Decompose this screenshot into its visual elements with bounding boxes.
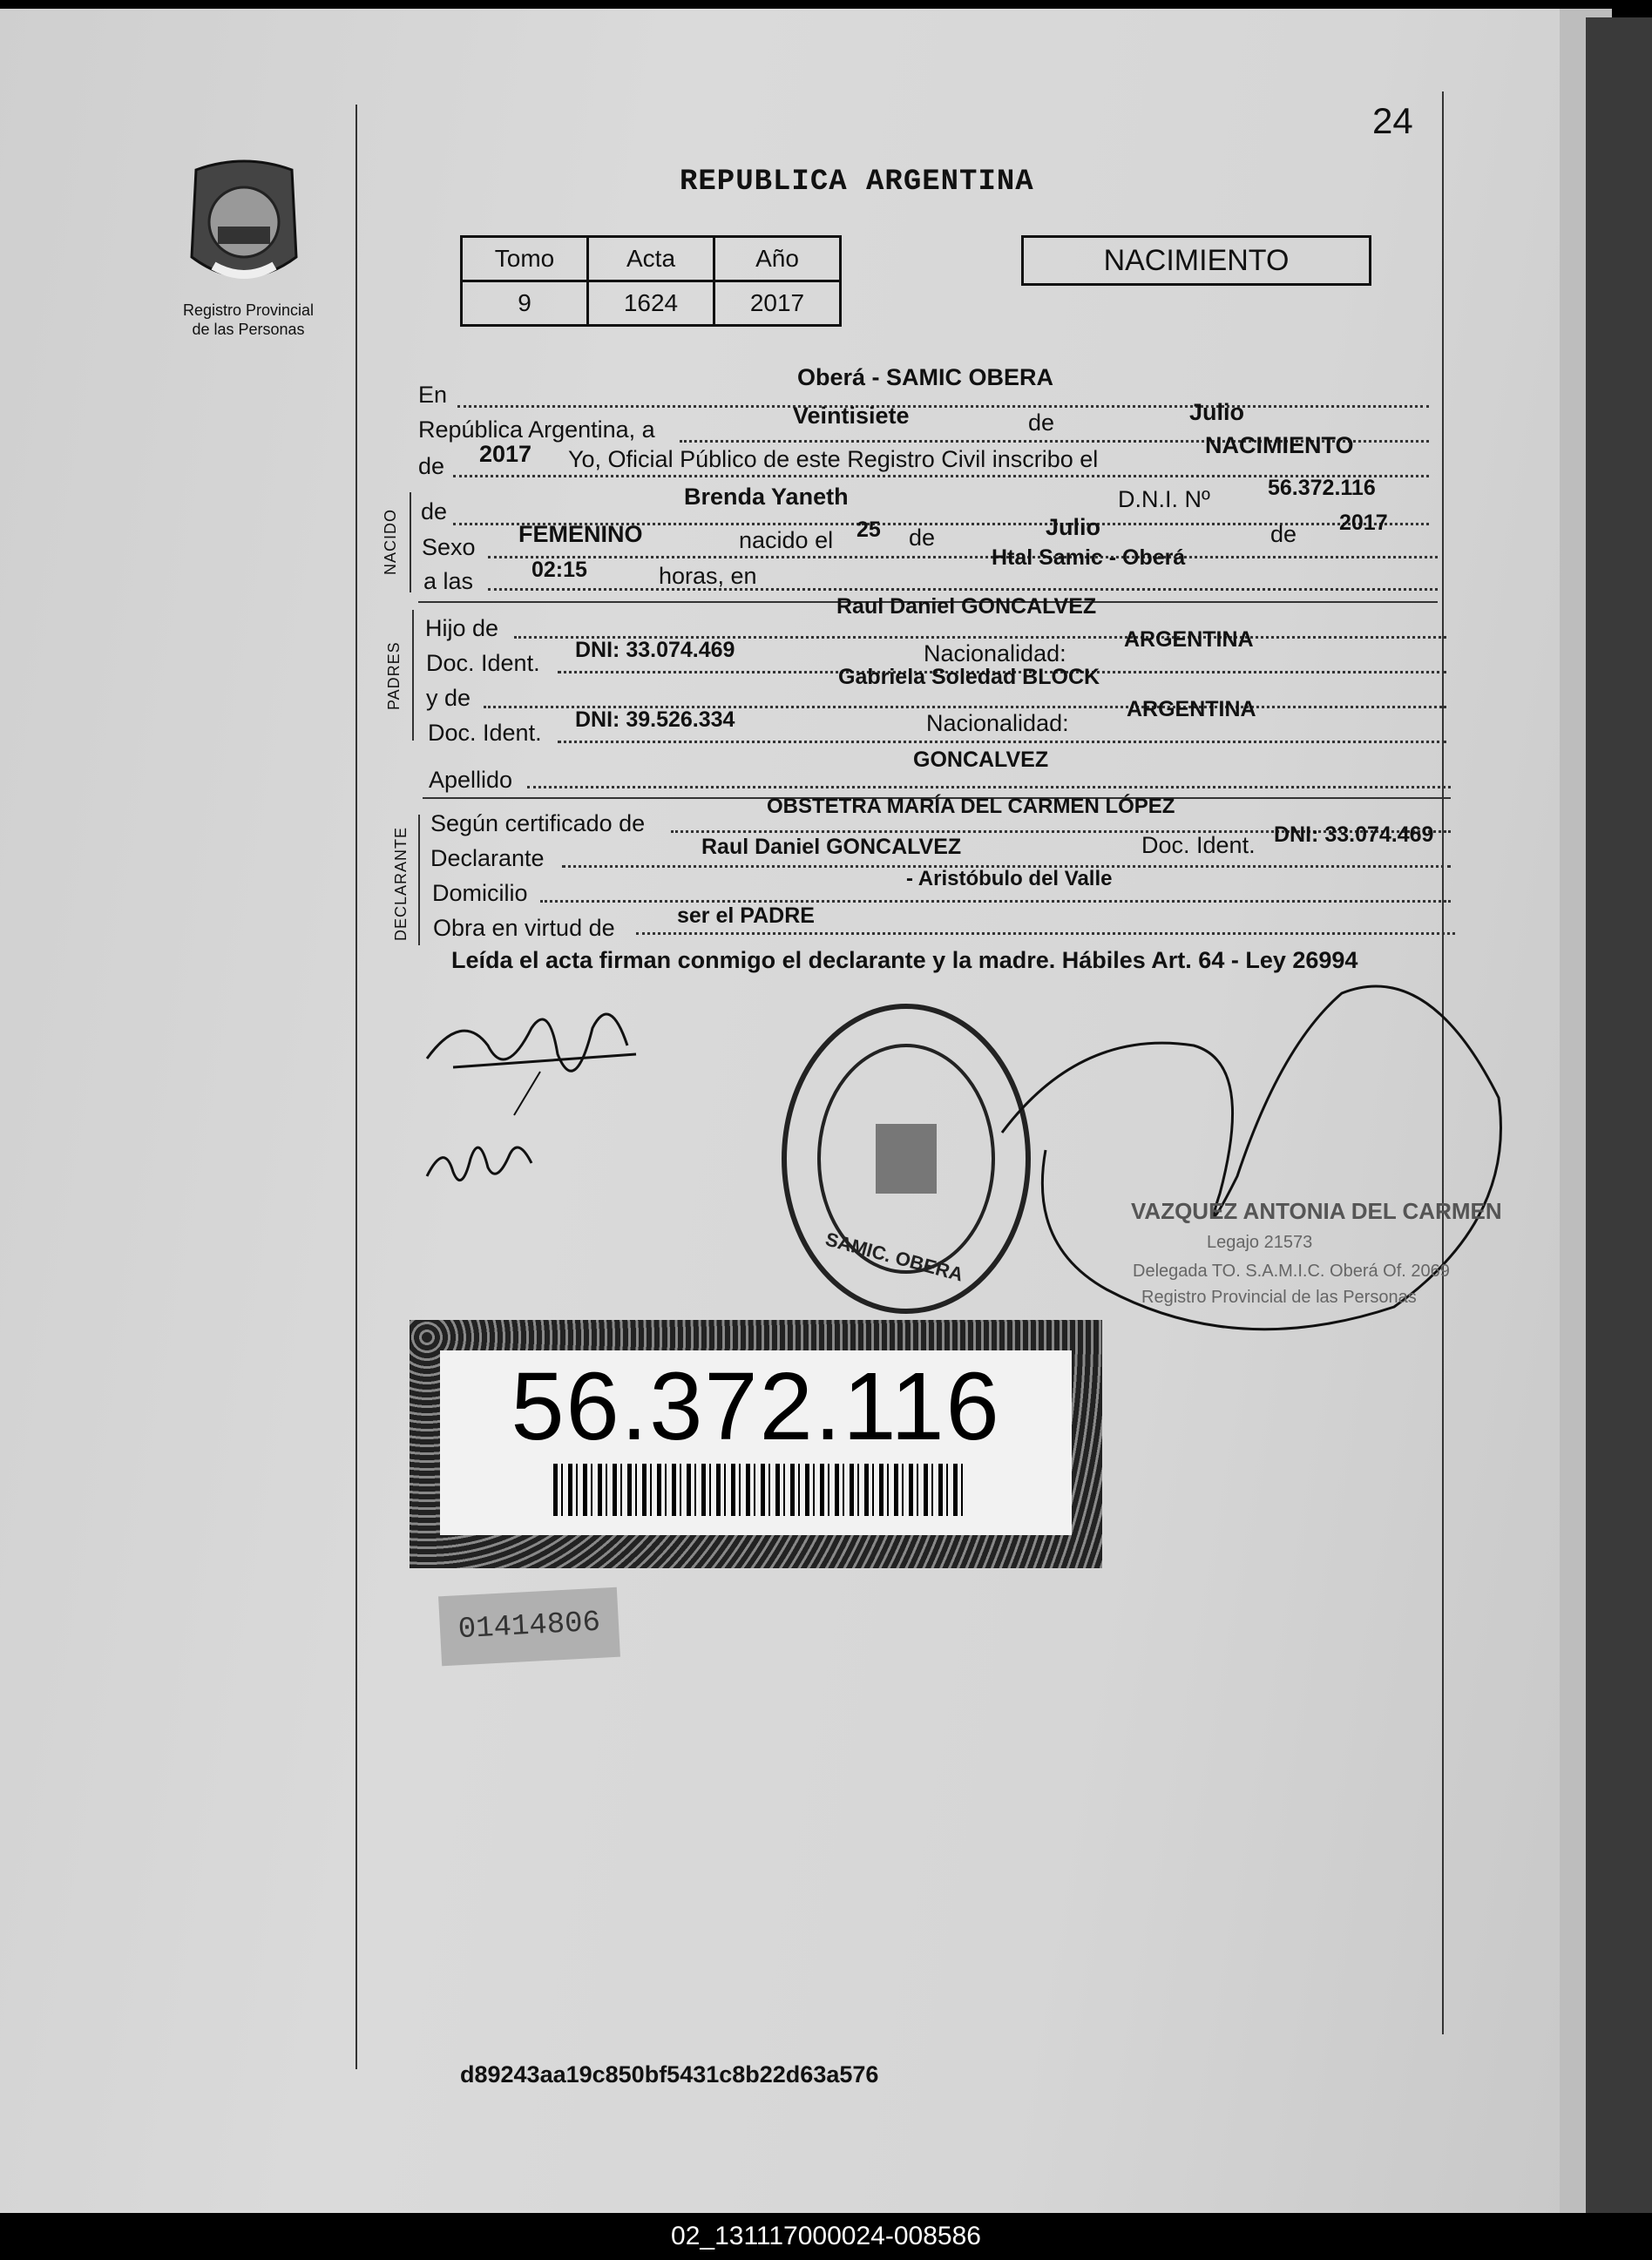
label-oficial: Yo, Oficial Público de este Registro Civil inscribo el bbox=[568, 446, 1099, 472]
label-apellido: Apellido bbox=[429, 767, 513, 793]
value-declarante: Raul Daniel GONCALVEZ bbox=[701, 835, 962, 859]
label-sexo: Sexo bbox=[422, 534, 476, 560]
mother-signature bbox=[410, 1124, 566, 1202]
section-divider bbox=[410, 492, 411, 592]
dotted-line bbox=[488, 556, 1438, 558]
value-dni: 56.372.116 bbox=[1268, 476, 1376, 500]
barcode-number: 56.372.116 bbox=[511, 1353, 1001, 1460]
label-de-mes: de bbox=[1028, 409, 1055, 436]
value-hora: 02:15 bbox=[531, 558, 587, 582]
reference-table bbox=[460, 235, 842, 327]
label-segun-certificado: Según certificado de bbox=[430, 810, 646, 836]
value-mes: Julio bbox=[1189, 399, 1245, 425]
label-de-2: de bbox=[1270, 521, 1297, 547]
section-divider bbox=[412, 610, 414, 741]
label-y-de: y de bbox=[426, 685, 471, 711]
value-lugar: Oberá - SAMIC OBERA bbox=[797, 364, 1054, 390]
label-republica: República Argentina, a bbox=[418, 416, 655, 443]
label-doc-ident-3: Doc. Ident. bbox=[1141, 832, 1256, 858]
left-margin-line bbox=[355, 105, 357, 2069]
label-de-nombre: de bbox=[421, 498, 448, 524]
tomo-header: Tomo bbox=[462, 237, 588, 281]
value-madre-nac: ARGENTINA bbox=[1127, 697, 1256, 721]
dotted-line bbox=[457, 405, 1429, 408]
registry-caption-line1: Registro Provincial bbox=[182, 301, 315, 319]
tomo-value: 9 bbox=[462, 281, 588, 326]
label-a-las: a las bbox=[423, 568, 474, 594]
barcode-bars bbox=[553, 1464, 967, 1516]
value-tipo: NACIMIENTO bbox=[1205, 432, 1354, 458]
section-padres-label: PADRES bbox=[385, 641, 403, 710]
control-number-sticker: 01414806 bbox=[438, 1587, 620, 1667]
dotted-line bbox=[558, 741, 1446, 743]
page-edge-shadow bbox=[1586, 17, 1652, 2213]
label-hijo-de: Hijo de bbox=[425, 615, 499, 641]
value-sexo: FEMENINO bbox=[518, 521, 643, 547]
province-seal-logo bbox=[179, 152, 309, 292]
value-anio-nac: 2017 bbox=[1339, 511, 1388, 535]
section-nacido-label: NACIDO bbox=[382, 508, 399, 575]
official-registry: Registro Provincial de las Personas bbox=[1141, 1288, 1417, 1307]
document-hash: d89243aa19c850bf5431c8b22d63a576 bbox=[460, 2061, 879, 2087]
value-dia-nac: 25 bbox=[856, 518, 881, 542]
closing-statement: Leída el acta firman conmigo el declarante y la madre. Hábiles Art. 64 - Ley 26994 bbox=[451, 947, 1358, 973]
label-nacionalidad-2: Nacionalidad: bbox=[926, 710, 1069, 736]
value-madre: Gabriela Soledad BLOCK bbox=[838, 665, 1100, 689]
value-nombre: Brenda Yaneth bbox=[684, 484, 849, 510]
value-anio: 2017 bbox=[479, 441, 532, 467]
acta-value: 1624 bbox=[588, 281, 714, 326]
label-doc-ident-1: Doc. Ident. bbox=[426, 650, 540, 676]
label-doc-ident-2: Doc. Ident. bbox=[428, 720, 542, 746]
value-declarante-doc: DNI: 33.074.469 bbox=[1274, 822, 1434, 847]
page-number: 24 bbox=[1372, 100, 1413, 141]
label-nacionalidad-1: Nacionalidad: bbox=[924, 640, 1066, 666]
label-en: En bbox=[418, 382, 448, 408]
label-de-1: de bbox=[909, 524, 936, 551]
dotted-line bbox=[540, 900, 1451, 903]
official-legajo: Legajo 21573 bbox=[1207, 1233, 1313, 1252]
anio-value: 2017 bbox=[714, 281, 841, 326]
dotted-line bbox=[527, 786, 1451, 788]
official-name: VAZQUEZ ANTONIA DEL CARMEN bbox=[1131, 1198, 1502, 1224]
label-obra: Obra en virtud de bbox=[433, 915, 615, 941]
record-type-box: NACIMIENTO bbox=[1021, 235, 1371, 286]
value-obra: ser el PADRE bbox=[677, 903, 815, 928]
label-declarante: Declarante bbox=[430, 845, 545, 871]
value-padre-nac: ARGENTINA bbox=[1124, 627, 1254, 652]
section-divider bbox=[418, 815, 420, 945]
value-padre: Raul Daniel GONCALVEZ bbox=[836, 594, 1097, 619]
registry-caption-line2: de las Personas bbox=[192, 321, 305, 338]
document-title: REPUBLICA ARGENTINA bbox=[680, 166, 1034, 199]
value-apellido: GONCALVEZ bbox=[913, 748, 1049, 772]
official-title: Delegada TO. S.A.M.I.C. Oberá Of. 2069 bbox=[1133, 1262, 1450, 1281]
anio-header: Año bbox=[714, 237, 841, 281]
dotted-line bbox=[636, 932, 1455, 935]
value-certificado: OBSTETRA MARÍA DEL CARMEN LÓPEZ bbox=[767, 795, 1175, 818]
label-horas-en: horas, en bbox=[659, 563, 757, 589]
label-dni: D.N.I. Nº bbox=[1118, 486, 1210, 512]
value-padre-doc: DNI: 33.074.469 bbox=[575, 638, 735, 662]
value-mes-nac: Julio bbox=[1046, 514, 1101, 540]
stamp-center-text: SAMIC. OBERA bbox=[823, 1228, 966, 1286]
acta-header: Acta bbox=[588, 237, 714, 281]
label-domicilio: Domicilio bbox=[432, 880, 528, 906]
registry-caption bbox=[166, 301, 331, 339]
value-domicilio: - Aristóbulo del Valle bbox=[906, 867, 1113, 890]
declarant-signature bbox=[410, 993, 671, 1124]
value-lugar-nac: Htal Samic - Oberá bbox=[992, 545, 1186, 570]
value-madre-doc: DNI: 39.526.334 bbox=[575, 707, 735, 732]
dotted-line bbox=[488, 588, 1438, 591]
value-dia-letras: Veintisiete bbox=[793, 403, 910, 429]
label-nacido-el: nacido el bbox=[739, 527, 834, 553]
footer-filename: 02_131117000024-008586 bbox=[0, 2213, 1652, 2260]
label-de-anio: de bbox=[418, 453, 445, 479]
section-declarante-label: DECLARANTE bbox=[392, 826, 410, 941]
